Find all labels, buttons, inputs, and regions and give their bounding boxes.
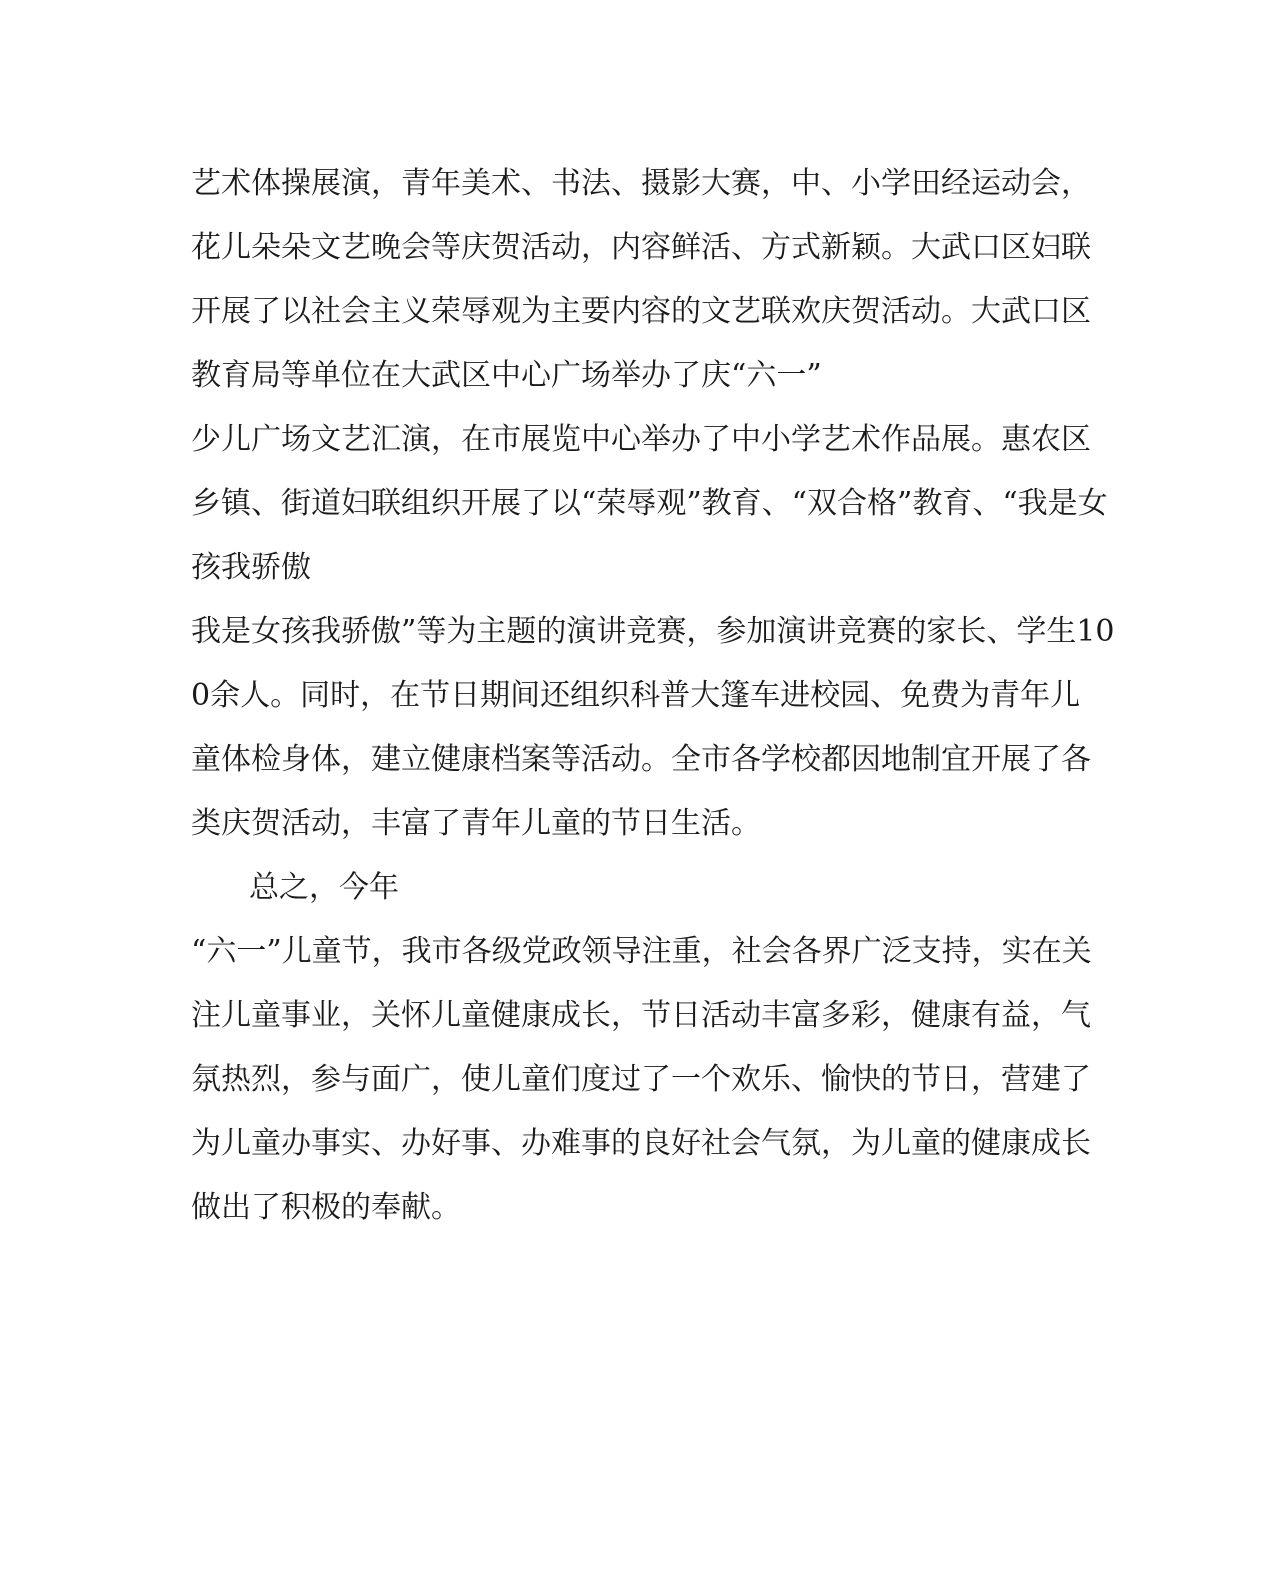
text-line: 为儿童办事实、办好事、办难事的良好社会气氛，为儿童的健康成长 xyxy=(191,1126,1091,1161)
text-line: 做出了积极的奉献。 xyxy=(191,1190,461,1225)
text-line: 我是女孩我骄傲”等为主题的演讲竞赛，参加演讲竞赛的家长、学生10 xyxy=(191,614,1115,649)
text-line: “六一”儿童节，我市各级党政领导注重，社会各界广泛支持，实在关 xyxy=(191,934,1092,969)
text-line: 类庆贺活动，丰富了青年儿童的节日生活。 xyxy=(191,806,761,841)
text-line: 孩我骄傲 xyxy=(191,550,311,585)
text-line: 0余人。同时，在节日期间还组织科普大篷车进校园、免费为青年儿 xyxy=(191,678,1081,713)
text-line: 艺术体操展演，青年美术、书法、摄影大赛，中、小学田经运动会， xyxy=(191,166,1091,201)
body-text xyxy=(191,152,1115,1240)
text-line: 花儿朵朵文艺晚会等庆贺活动，内容鲜活、方式新颖。大武口区妇联 xyxy=(191,230,1091,265)
text-line: 童体检身体，建立健康档案等活动。全市各学校都因地制宜开展了各 xyxy=(191,742,1091,777)
text-line: 少儿广场文艺汇演，在市展览中心举办了中小学艺术作品展。惠农区 xyxy=(191,422,1091,457)
text-line: 注儿童事业，关怀儿童健康成长，节日活动丰富多彩，健康有益，气 xyxy=(191,998,1091,1033)
text-line: 教育局等单位在大武区中心广场举办了庆“六一” xyxy=(191,358,822,393)
text-line: 开展了以社会主义荣辱观为主要内容的文艺联欢庆贺活动。大武口区 xyxy=(191,294,1091,329)
text-line: 氛热烈，参与面广，使儿童们度过了一个欢乐、愉快的节日，营建了 xyxy=(191,1062,1091,1097)
text-line-indented: 总之，今年 xyxy=(249,870,399,905)
text-line: 乡镇、街道妇联组织开展了以“荣辱观”教育、“双合格”教育、“我是女 xyxy=(191,486,1108,521)
